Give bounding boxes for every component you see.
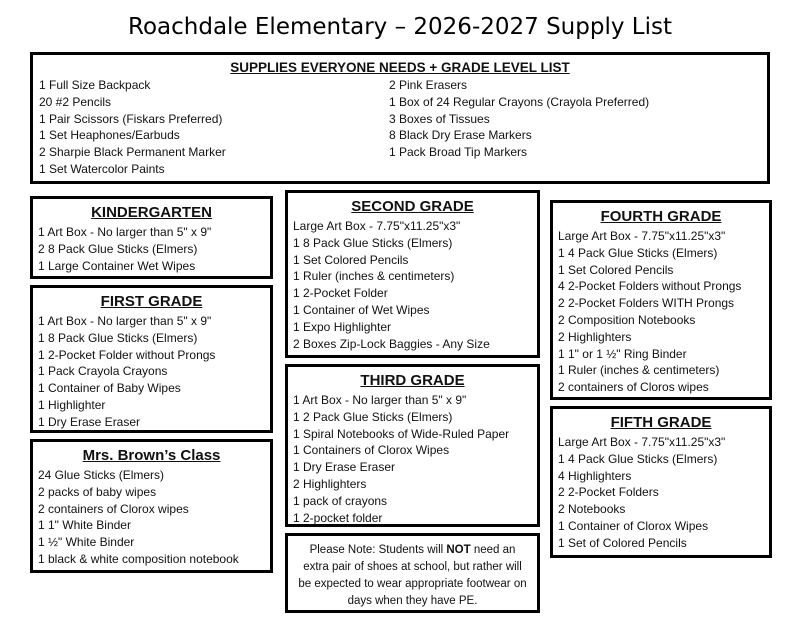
second-grade-box [285,190,540,358]
supply-item: 1 Set Colored Pencils [293,252,409,267]
supply-item: 1 Containers of Clorox Wipes [293,443,450,458]
first-grade-box [30,285,273,433]
supply-item: 1 pack of crayons [293,493,388,508]
supply-item: 1 Container of Baby Wipes [38,381,181,396]
everyone-heading: SUPPLIES EVERYONE NEEDS + GRADE LEVEL LIST [230,60,570,75]
supply-item: 1 Pack Broad Tip Markers [389,145,528,160]
supply-item: 1 4 Pack Glue Sticks (Elmers) [558,451,718,466]
supply-item: 2 Boxes Zip-Lock Baggies - Any Size [293,336,490,351]
supply-item: 2 Pink Erasers [389,78,468,92]
fourth-grade-box [550,200,772,400]
note-text-start: Please Note: Students will [309,544,447,556]
page-title: Roachdale Elementary – 2026-2027 Supply List [128,14,672,40]
everyone-list-right [389,77,749,178]
supply-item: 1 2-Pocket Folder [293,286,388,301]
supply-item: 2 Composition Notebooks [558,312,696,327]
supply-item: 1 Set Colored Pencils [558,262,674,277]
supply-item: 2 2-Pocket Folders WITH Prongs [558,296,735,311]
note-emphasis: NOT [446,544,471,556]
supply-item: 3 Boxes of Tissues [389,111,490,126]
fourth-grade-list [558,228,764,396]
mrs-brown-class-heading: Mrs. Brown’s Class [82,447,221,464]
supply-item: 1 Large Container Wet Wipes [38,258,196,273]
shoes-note-box [285,533,540,613]
supply-item: 1 Ruler (inches & centimeters) [558,363,720,378]
supply-item: 1 ½" White Binder [38,535,135,550]
everyone-supplies-box [30,52,770,184]
fourth-grade-heading: FOURTH GRADE [600,208,722,225]
supply-item: 1 Expo Highlighter [293,319,392,334]
supply-item: 2 2-Pocket Folders [558,485,659,500]
supply-item: 2 containers of Cloros wipes [558,380,709,395]
supply-item: 1 Container of Wet Wipes [293,302,430,317]
third-grade-list [293,392,532,526]
supply-item: 1 2-pocket folder [293,510,383,525]
supply-item: 1 Set Watercolor Paints [39,161,165,176]
supply-item: 1 Set of Colored Pencils [558,535,687,550]
supply-item: Large Art Box - 7.75"x11.25"x3" [293,219,461,233]
supply-item: 1 Set Heaphones/Earbuds [39,128,180,143]
mrs-brown-class-box [30,439,273,573]
mrs-brown-class-list [38,467,265,568]
supply-item: 1 Art Box - No larger than 5" x 9" [38,314,212,328]
supply-item: 1 black & white composition notebook [38,551,239,566]
supply-item: 2 Sharpie Black Permanent Marker [39,145,226,160]
supply-item: 2 8 Pack Glue Sticks (Elmers) [38,241,198,256]
supply-item: 1 Ruler (inches & centimeters) [293,269,455,284]
supply-item: 2 containers of Clorox wipes [38,501,189,516]
supply-item: 1 Highlighter [38,397,106,412]
supply-item: 1 2 Pack Glue Sticks (Elmers) [293,409,453,424]
note-text-end: need an extra pair of shoes at school, but rather will be expected to wear appropriate footwear on days when they have PE. [298,544,527,607]
supply-item: 2 Notebooks [558,502,626,517]
first-grade-heading: FIRST GRADE [100,293,203,310]
supply-item: 24 Glue Sticks (Elmers) [38,468,165,482]
supply-item: 1 1" White Binder [38,518,131,533]
fifth-grade-heading: FIFTH GRADE [610,414,712,431]
supply-item: 2 Highlighters [293,476,367,491]
first-grade-list [38,313,265,431]
supply-item: 1 Spiral Notebooks of Wide-Ruled Paper [293,426,510,441]
third-grade-box [285,364,540,527]
third-grade-heading: THIRD GRADE [360,372,465,389]
supply-item: 1 8 Pack Glue Sticks (Elmers) [38,330,198,345]
supply-item: 1 Full Size Backpack [39,78,151,92]
kindergarten-box [30,196,273,279]
kindergarten-heading: KINDERGARTEN [91,204,212,221]
supply-item: 1 Dry Erase Eraser [38,414,141,429]
supply-item: 2 Highlighters [558,329,632,344]
second-grade-heading: SECOND GRADE [351,198,474,215]
second-grade-list [293,218,532,352]
supply-item: 1 Art Box - No larger than 5" x 9" [38,225,212,239]
supply-item: 1 Dry Erase Eraser [293,460,396,475]
supply-item: Large Art Box - 7.75"x11.25"x3" [558,229,726,243]
supply-item: 2 packs of baby wipes [38,484,157,499]
supply-item: 4 Highlighters [558,468,632,483]
fifth-grade-list [558,434,764,552]
everyone-list-left [39,77,389,178]
supply-item: 1 8 Pack Glue Sticks (Elmers) [293,235,453,250]
supply-item: 1 Pair Scissors (Fiskars Preferred) [39,111,223,126]
supply-item: 20 #2 Pencils [39,94,112,109]
supply-item: 1 Art Box - No larger than 5" x 9" [293,393,467,407]
supply-item: 8 Black Dry Erase Markers [389,128,532,143]
kindergarten-list [38,224,265,274]
shoes-note-text [296,542,529,610]
supply-item: 1 Pack Crayola Crayons [38,364,168,379]
supply-item: 1 1" or 1 ½" Ring Binder [558,346,687,361]
supply-item: 1 Container of Clorox Wipes [558,518,709,533]
supply-item: 1 2-Pocket Folder without Prongs [38,347,216,362]
supply-item: 1 4 Pack Glue Sticks (Elmers) [558,245,718,260]
supply-item: 1 Box of 24 Regular Crayons (Crayola Preferred) [389,94,650,109]
supply-item: Large Art Box - 7.75"x11.25"x3" [558,435,726,449]
fifth-grade-box [550,406,772,558]
supply-item: 4 2-Pocket Folders without Prongs [558,279,742,294]
